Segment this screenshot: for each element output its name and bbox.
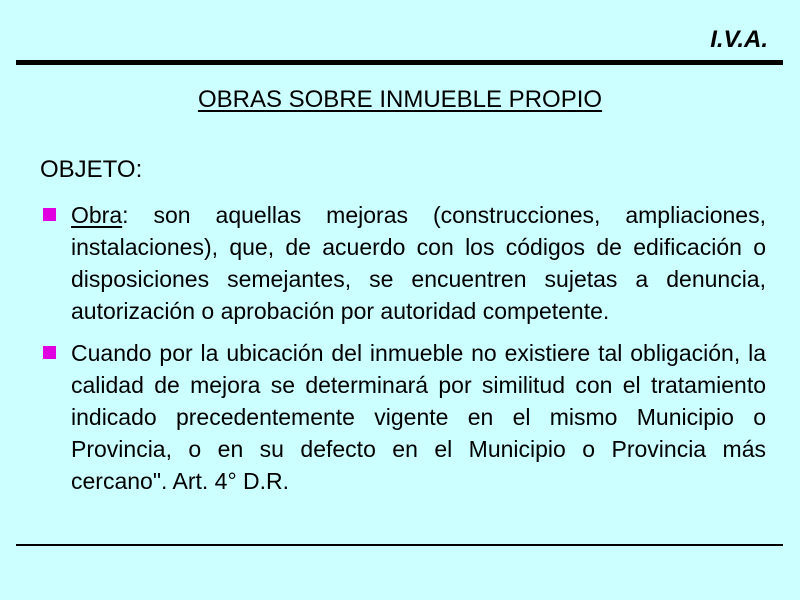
bullet-item [40, 337, 766, 497]
bullet-text: Cuando por la ubicación del inmueble no existiere tal obligación, la calidad de mejora se determinará por similitud con el tratamiento indicado precedentemente vigente en el mismo Municipio o Provincia, o en su defecto en el Municipio o Provincia más cercano". Art. 4° D.R. [71, 340, 766, 494]
bullet-list [40, 199, 766, 507]
square-bullet-icon [43, 346, 56, 359]
top-divider [16, 60, 783, 65]
header-label: I.V.A. [710, 26, 768, 53]
bullet-item [40, 199, 766, 327]
bottom-divider [16, 544, 783, 546]
square-bullet-icon [43, 208, 56, 221]
defined-term: Obra [71, 202, 123, 228]
section-heading: OBJETO: [40, 156, 143, 183]
bullet-text: : son aquellas mejoras (construcciones, ampliaciones, instalaciones), que, de acuerdo con los códigos de edificación o disposiciones semejantes, se encuentren sujetas a denuncia, autorización o aprobación por autoridad competente. [71, 202, 766, 324]
slide-title: OBRAS SOBRE INMUEBLE PROPIO [197, 86, 603, 113]
